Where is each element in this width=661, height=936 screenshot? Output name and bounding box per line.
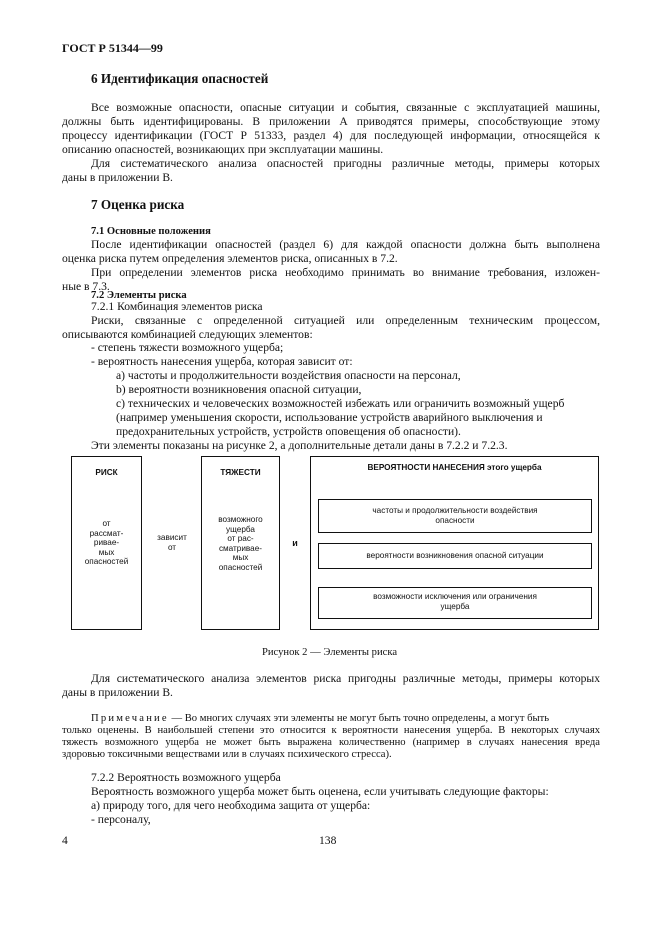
after-figure-p1-line1: Для систематического анализа элементов риска пригодны различные методы, примеры которых	[91, 672, 600, 685]
note-line3: тяжесть возможного ущерба не может быть выражена количественно (например в случаях нанесения вреда	[62, 737, 600, 748]
factor-1-text	[318, 506, 592, 525]
section-7-heading: 7 Оценка риска	[91, 197, 185, 212]
page-number-left: 4	[62, 834, 68, 847]
note-line4: здоровью токсичными веществами или в случаях психического стресса).	[62, 749, 392, 760]
section-6-heading: 6 Идентификация опасностей	[91, 71, 269, 86]
section-7-2-2-heading: 7.2.2 Вероятность возможного ущерба	[91, 771, 281, 784]
risk-body-line: опасностей	[84, 557, 129, 567]
standard-number: ГОСТ Р 51344—99	[62, 41, 163, 55]
section-6-p2-line1: Для систематического анализа опасностей пригодны различные методы, примеры которых	[91, 157, 600, 170]
sublist-item-b: b) вероятности возникновения опасной ситуации,	[116, 383, 362, 396]
section-7-2-2-line1: Вероятность возможного ущерба может быть оценена, если учитывать следующие факторы:	[91, 785, 549, 798]
section-6-p1-line2: должны быть идентифицированы. В приложении А приводятся примеры, способствующие этому	[62, 115, 600, 128]
risk-body-line: ривае-	[93, 538, 120, 548]
note-label: Примечание	[91, 713, 169, 724]
factor-3-text	[318, 592, 592, 611]
factor-3-line: ущерба	[440, 601, 470, 611]
severity-body-line: сматривае-	[218, 543, 263, 553]
section-7-1-p2-line2: ные в 7.3.	[62, 280, 110, 293]
factor-1-line: частоты и продолжительности воздействия	[372, 506, 538, 515]
sublist-item-a: а) частоты и продолжительности воздействия опасности на персонал,	[116, 369, 461, 382]
factor-1-line: опасности	[435, 515, 475, 525]
section-7-1-p1-line2: оценка риска путем определения элементов риска, описанных в 7.2.	[62, 252, 398, 265]
figure-reference-paragraph: Эти элементы показаны на рисунке 2, а дополнительные детали даны в 7.2.2 и 7.2.3.	[91, 439, 508, 452]
severity-title: ТЯЖЕСТИ	[220, 468, 261, 477]
section-6-p1-line1: Все возможные опасности, опасные ситуации и события, связанные с эксплуатацией машины,	[91, 101, 600, 114]
depends-line: от	[167, 542, 177, 552]
sublist-item-c-line2: (например уменьшения скорости, использование устройств аварийного выключения и	[116, 411, 543, 424]
after-figure-p1-line2: даны в приложении В.	[62, 686, 173, 699]
section-6-p1-line3: процессу идентификации (ГОСТ Р 51333, раздел 4) для последующей информации, относящейся к	[62, 129, 600, 142]
factor-3-line: возможности исключения или ограничения	[373, 592, 537, 601]
severity-body-line: ущерба	[226, 524, 255, 534]
note-line1	[91, 713, 600, 725]
risk-title: РИСК	[95, 468, 118, 477]
list-item-probability: - вероятность нанесения ущерба, которая зависит от:	[91, 355, 353, 368]
risk-body-line: мых	[98, 547, 115, 557]
section-7-1-p1-line1: После идентификации опасностей (раздел 6) для каждой опасности должна быть выполнена	[91, 238, 600, 251]
section-7-2-1-p1-line1: Риски, связанные с определенной ситуацией или определенным техническим процессом,	[91, 314, 600, 327]
factor-2-text: вероятности возникновения опасной ситуации	[366, 551, 544, 560]
risk-body-line: от	[102, 519, 111, 528]
risk-body-line: рассмат-	[89, 528, 124, 538]
note-line2: только оценены. В наибольшей степени это относится к вероятности нанесения ущерба. В некоторых случаях	[62, 725, 600, 736]
sublist-item-c-line3: предохранительных устройств, устройств оповещения об опасности).	[116, 425, 461, 438]
section-6-p1-line4: описанию опасностей, возникающих при эксплуатации машины.	[62, 143, 384, 156]
section-7-2-1-heading: 7.2.1 Комбинация элементов риска	[91, 300, 263, 313]
list-item-severity: - степень тяжести возможного ущерба;	[91, 341, 284, 354]
risk-body	[71, 519, 142, 567]
depends-line: зависит	[157, 533, 187, 542]
section-6-p2-line2: даны в приложении В.	[62, 171, 173, 184]
severity-body-line: возможного	[218, 515, 263, 524]
sublist-item-c: с) технических и человеческих возможностей избежать или ограничить возможный ущерб	[116, 397, 565, 410]
note-text: — Во многих случаях эти элементы не могут быть точно определены, а могут быть	[171, 713, 550, 724]
page-number-center: 138	[319, 834, 337, 847]
section-7-1-heading: 7.1 Основные положения	[91, 226, 211, 237]
severity-body-line: опасностей	[218, 562, 263, 572]
section-7-2-heading: 7.2 Элементы риска	[91, 290, 187, 301]
section-7-2-2-line3: - персоналу,	[91, 813, 151, 826]
section-7-2-2-line2: а) природу того, для чего необходима защита от ущерба:	[91, 799, 371, 812]
severity-body	[201, 515, 280, 573]
section-7-2-1-p1-line2: описываются комбинацией следующих элементов:	[62, 328, 313, 341]
and-label: и	[292, 538, 298, 548]
section-7-1-p2-line1: При определении элементов риска необходимо принимать во внимание требования, изложен-	[91, 266, 600, 279]
depends-on-label	[145, 533, 199, 552]
probability-title: ВЕРОЯТНОСТИ НАНЕСЕНИЯ этого ущерба	[367, 463, 542, 472]
severity-body-line: мых	[232, 553, 249, 563]
figure-caption: Рисунок 2 — Элементы риска	[262, 647, 398, 658]
severity-body-line: от рас-	[227, 534, 254, 544]
